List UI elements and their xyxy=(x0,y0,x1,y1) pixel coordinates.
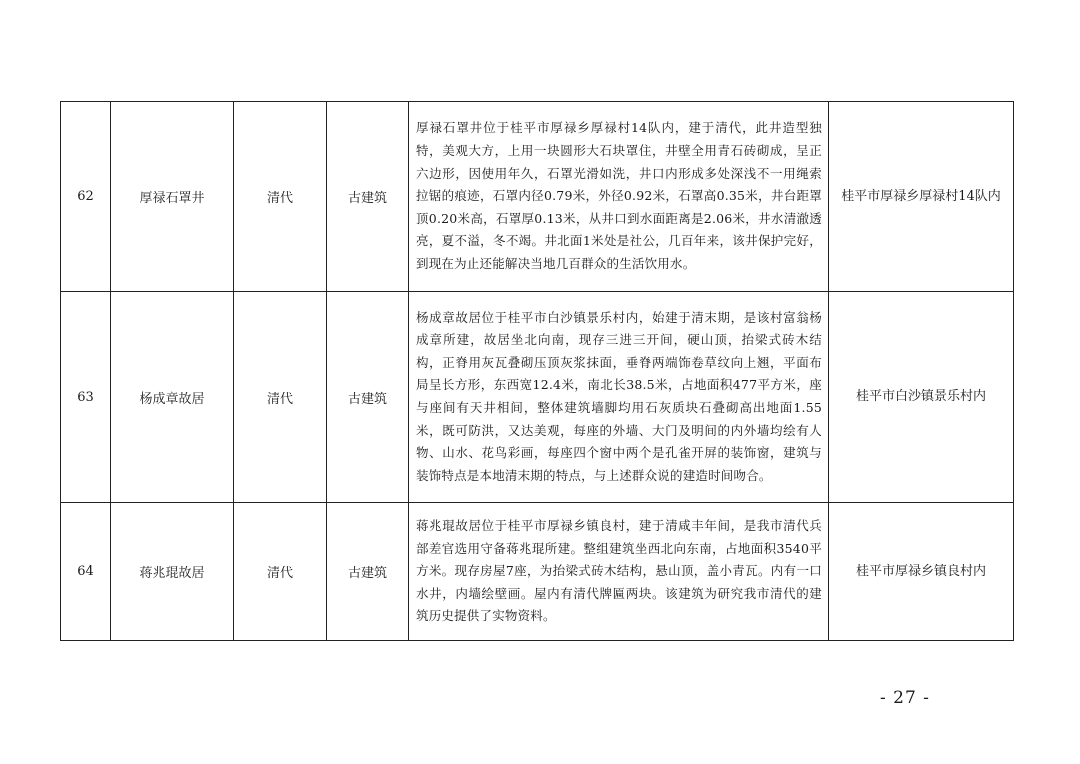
cell-type: 古建筑 xyxy=(327,102,409,292)
cell-location: 桂平市厚禄乡镇良村内 xyxy=(829,503,1014,641)
cell-era: 清代 xyxy=(234,503,327,641)
cell-era: 清代 xyxy=(234,102,327,292)
cell-name: 厚禄石罩井 xyxy=(111,102,234,292)
cell-number: 63 xyxy=(61,292,111,503)
cell-name: 杨成章故居 xyxy=(111,292,234,503)
table-row xyxy=(61,503,1014,641)
cell-number: 64 xyxy=(61,503,111,641)
table-row xyxy=(61,102,1014,292)
page-number: - 27 - xyxy=(880,688,930,708)
cell-description: 厚禄石罩井位于桂平市厚禄乡厚禄村14队内，建于清代，此井造型独特，美观大方，上用一块圆形大石块罩住，井壁全用青石砖砌成，呈正六边形，因使用年久，石罩光滑如洗，井口内形成多处深浅不一用绳索拉锯的痕迹，石罩内径0.79米，外径0.92米，石罩高0.35米，井台距罩顶0.20米高，石罩厚0.13米，从井口到水面距离是2.06米，井水清澈透亮，夏不溢，冬不竭。井北面1米处是社公，几百年来，该井保护完好，到现在为止还能解决当地几百群众的生活饮用水。 xyxy=(409,102,829,292)
cell-location: 桂平市白沙镇景乐村内 xyxy=(829,292,1014,503)
table-row xyxy=(61,292,1014,503)
cell-description: 蒋兆琨故居位于桂平市厚禄乡镇良村，建于清咸丰年间，是我市清代兵部差官选用守备蒋兆琨所建。整组建筑坐西北向东南，占地面积3540平方米。现存房屋7座，为抬梁式砖木结构，悬山顶，盖小青瓦。内有一口水井，内墙绘壁画。屋内有清代牌匾两块。该建筑为研究我市清代的建筑历史提供了实物资料。 xyxy=(409,503,829,641)
cell-era: 清代 xyxy=(234,292,327,503)
heritage-table xyxy=(60,101,1014,641)
cell-type: 古建筑 xyxy=(327,503,409,641)
cell-number: 62 xyxy=(61,102,111,292)
cell-type: 古建筑 xyxy=(327,292,409,503)
cell-location: 桂平市厚禄乡厚禄村14队内 xyxy=(829,102,1014,292)
cell-description: 杨成章故居位于桂平市白沙镇景乐村内，始建于清末期，是该村富翁杨成章所建，故居坐北向南，现存三进三开间，硬山顶，抬梁式砖木结构，正脊用灰瓦叠砌压顶灰浆抹面，垂脊两端饰卷草纹向上翘，平面布局呈长方形，东西宽12.4米，南北长38.5米，占地面积477平方米，座与座间有天井相间，整体建筑墙脚均用石灰质块石叠砌高出地面1.55米，既可防洪，又达美观，每座的外墙、大门及明间的内外墙均绘有人物、山水、花鸟彩画，每座四个窗中两个是孔雀开屏的装饰窗，建筑与装饰特点是本地清末期的特点，与上述群众说的建造时间吻合。 xyxy=(409,292,829,503)
cell-name: 蒋兆琨故居 xyxy=(111,503,234,641)
